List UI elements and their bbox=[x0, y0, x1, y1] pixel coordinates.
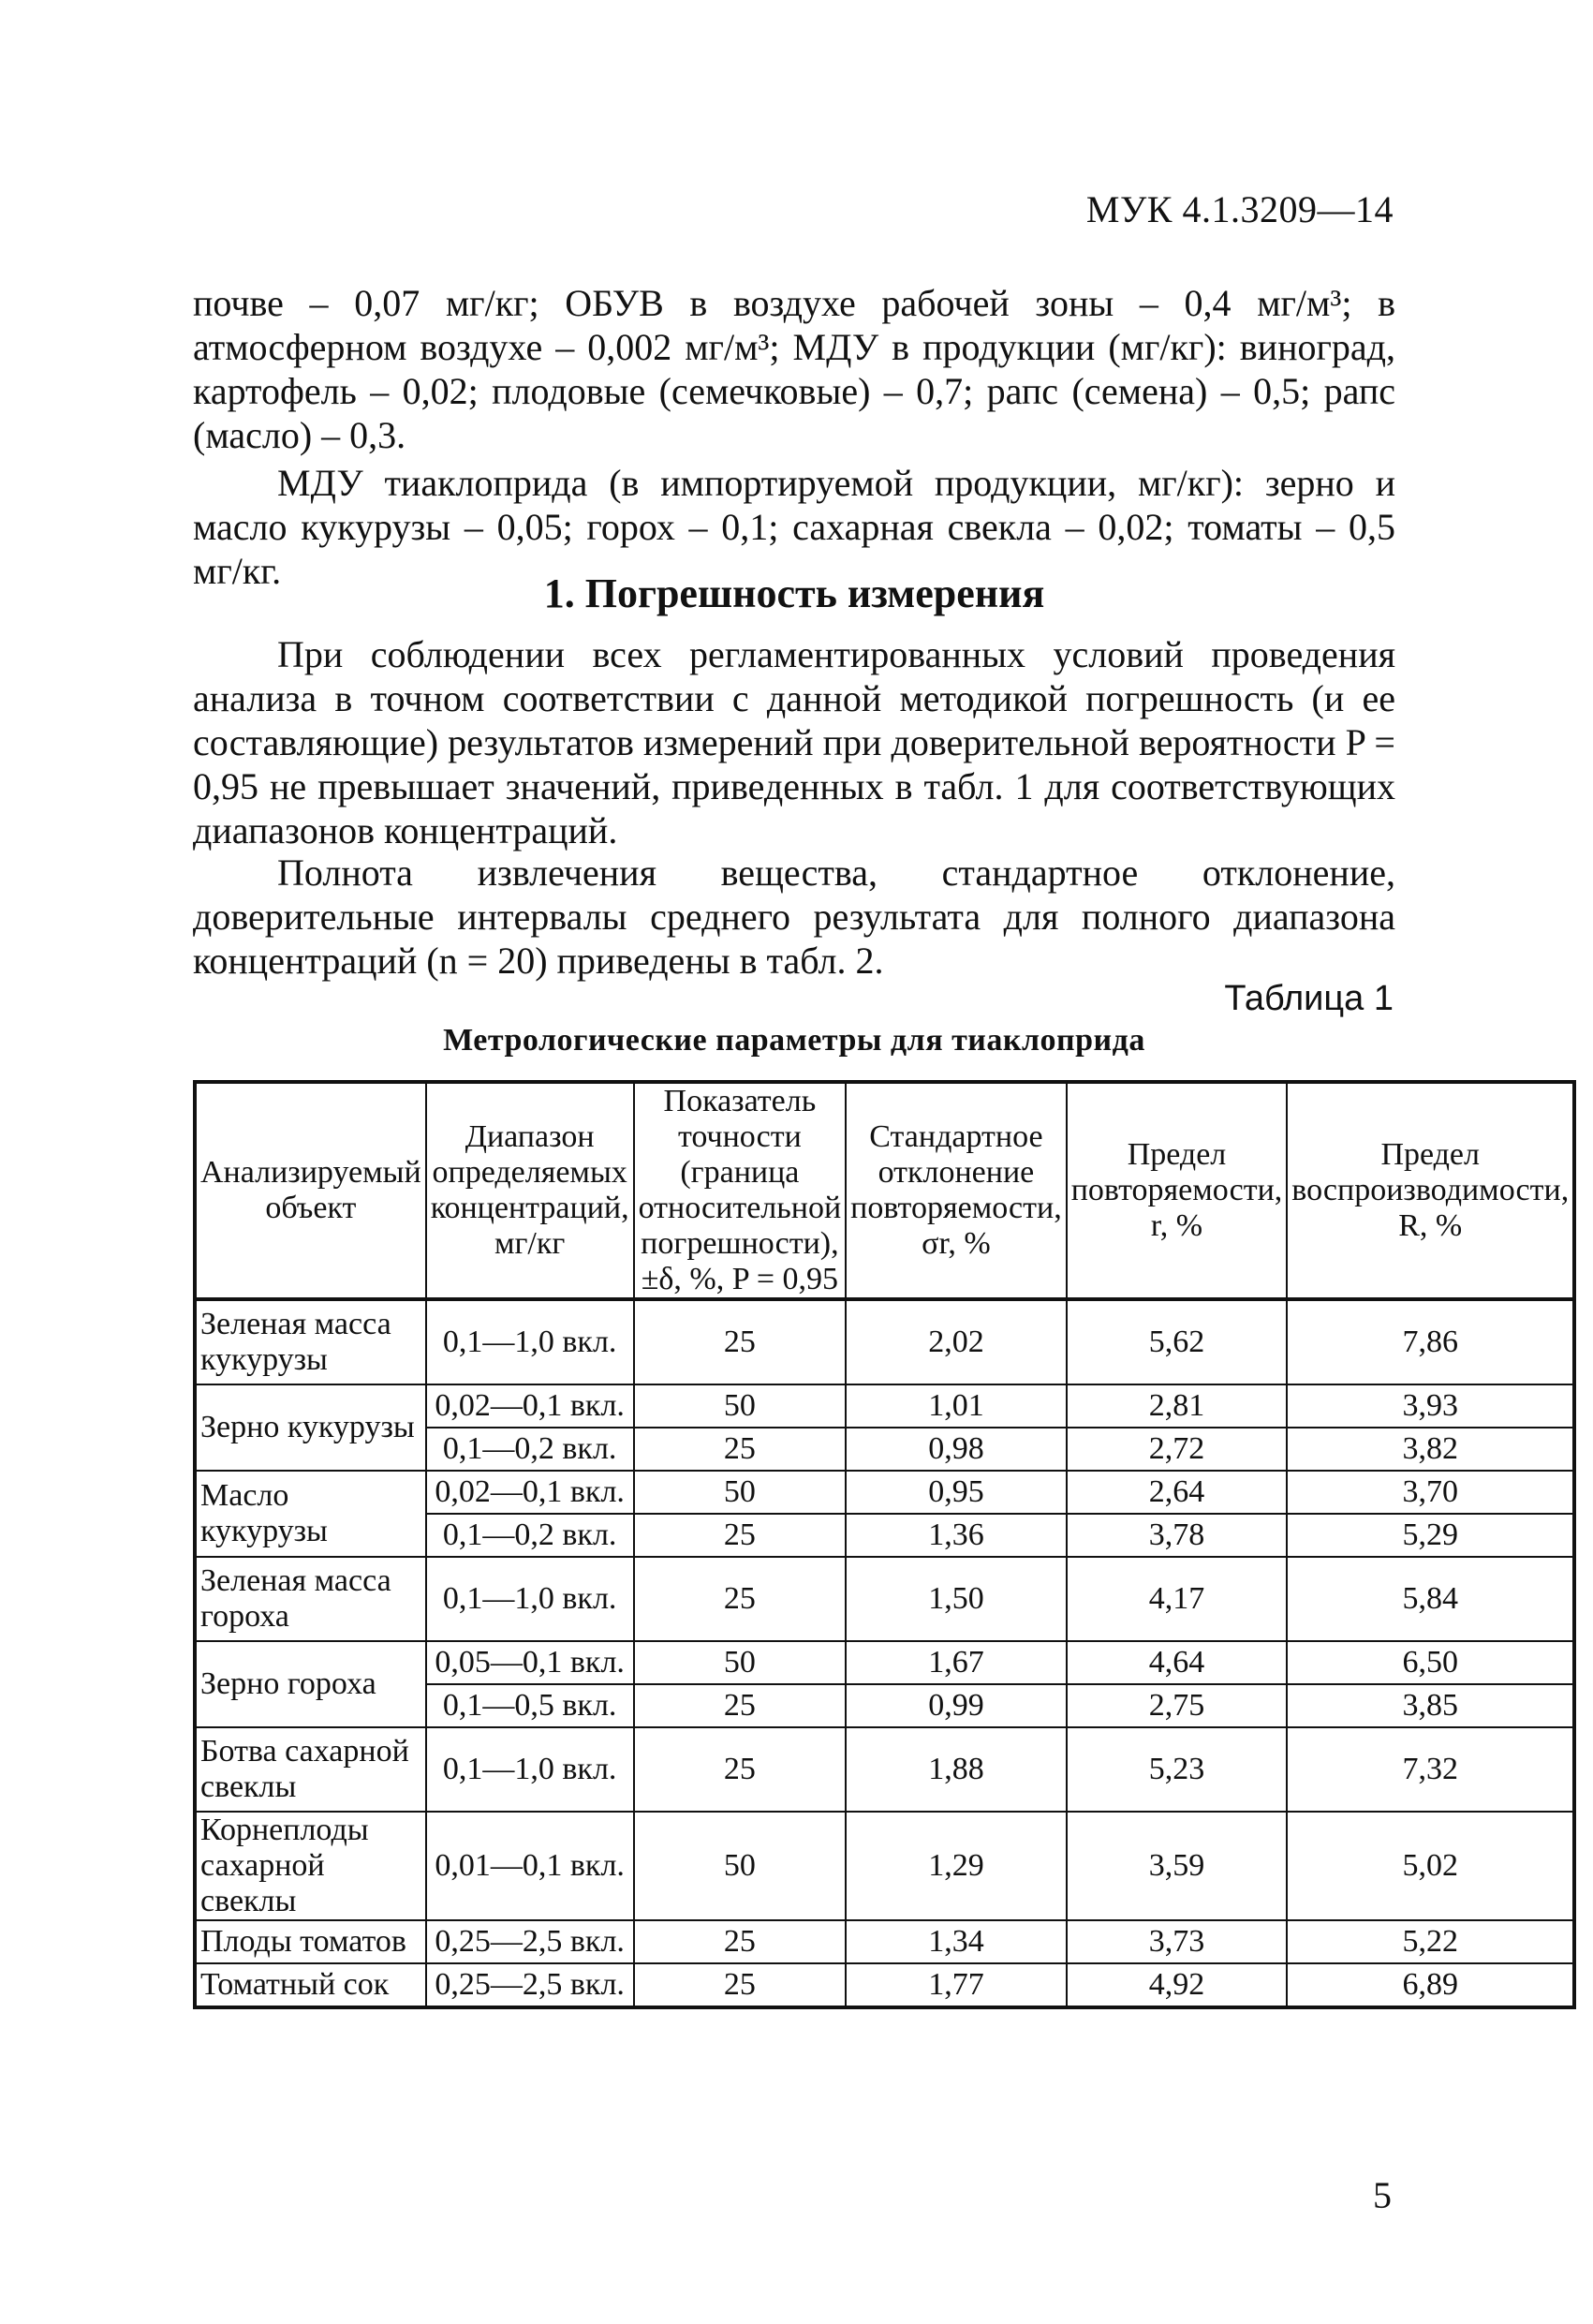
repeatability-cell: 5,23 bbox=[1067, 1727, 1288, 1812]
reproducibility-cell: 7,32 bbox=[1287, 1727, 1574, 1812]
header-accuracy: Показатель точности (граница относительной погрешности), ±δ, %, P = 0,95 bbox=[634, 1082, 847, 1299]
repeatability-cell: 4,92 bbox=[1067, 1963, 1288, 2007]
table-row bbox=[195, 1299, 1574, 1384]
range-cell: 0,01—0,1 вкл. bbox=[426, 1812, 634, 1920]
accuracy-cell: 25 bbox=[634, 1299, 847, 1384]
std-dev-cell: 1,01 bbox=[846, 1384, 1067, 1428]
repeatability-cell: 2,72 bbox=[1067, 1428, 1288, 1471]
accuracy-cell: 50 bbox=[634, 1471, 847, 1514]
range-cell: 0,1—0,2 вкл. bbox=[426, 1514, 634, 1557]
range-cell: 0,25—2,5 вкл. bbox=[426, 1920, 634, 1963]
accuracy-cell: 50 bbox=[634, 1812, 847, 1920]
accuracy-cell: 25 bbox=[634, 1557, 847, 1641]
table-row bbox=[195, 1471, 1574, 1514]
accuracy-cell: 25 bbox=[634, 1727, 847, 1812]
std-dev-cell: 1,29 bbox=[846, 1812, 1067, 1920]
table-row bbox=[195, 1384, 1574, 1428]
range-cell: 0,1—1,0 вкл. bbox=[426, 1727, 634, 1812]
range-cell: 0,1—0,2 вкл. bbox=[426, 1428, 634, 1471]
page-number: 5 bbox=[1373, 2174, 1392, 2216]
paragraph-recovery bbox=[193, 851, 1395, 983]
std-dev-cell: 0,95 bbox=[846, 1471, 1067, 1514]
repeatability-cell: 2,75 bbox=[1067, 1684, 1288, 1727]
reproducibility-cell: 6,50 bbox=[1287, 1641, 1574, 1684]
reproducibility-cell: 3,85 bbox=[1287, 1684, 1574, 1727]
std-dev-cell: 2,02 bbox=[846, 1299, 1067, 1384]
table-title: Метрологические параметры для тиаклоприда bbox=[443, 1023, 1145, 1058]
object-cell: Зеленая масса гороха bbox=[195, 1557, 426, 1641]
table-header-row bbox=[195, 1082, 1574, 1299]
range-cell: 0,02—0,1 вкл. bbox=[426, 1384, 634, 1428]
repeatability-cell: 4,64 bbox=[1067, 1641, 1288, 1684]
std-dev-cell: 0,99 bbox=[846, 1684, 1067, 1727]
accuracy-cell: 25 bbox=[634, 1684, 847, 1727]
std-dev-cell: 1,67 bbox=[846, 1641, 1067, 1684]
std-dev-cell: 1,88 bbox=[846, 1727, 1067, 1812]
repeatability-cell: 4,17 bbox=[1067, 1557, 1288, 1641]
repeatability-cell: 5,62 bbox=[1067, 1299, 1288, 1384]
table-row bbox=[195, 1812, 1574, 1920]
std-dev-cell: 1,50 bbox=[846, 1557, 1067, 1641]
table-row bbox=[195, 1641, 1574, 1684]
section-title: 1. Погрешность измерения bbox=[543, 570, 1045, 616]
accuracy-cell: 25 bbox=[634, 1920, 847, 1963]
reproducibility-cell: 5,22 bbox=[1287, 1920, 1574, 1963]
table-label: Таблица 1 bbox=[1224, 979, 1394, 1018]
table-row bbox=[195, 1727, 1574, 1812]
object-cell: Зерно гороха bbox=[195, 1641, 426, 1727]
reproducibility-cell: 7,86 bbox=[1287, 1299, 1574, 1384]
repeatability-cell: 3,73 bbox=[1067, 1920, 1288, 1963]
header-range: Диапазон определяемых концентраций, мг/кг bbox=[426, 1082, 634, 1299]
header-std-dev: Стандартное отклонение повторяемости, σr, % bbox=[846, 1082, 1067, 1299]
object-cell: Ботва сахарной свеклы bbox=[195, 1727, 426, 1812]
reproducibility-cell: 6,89 bbox=[1287, 1963, 1574, 2007]
accuracy-cell: 25 bbox=[634, 1428, 847, 1471]
header-object: Анализируемый объект bbox=[195, 1082, 426, 1299]
std-dev-cell: 1,36 bbox=[846, 1514, 1067, 1557]
reproducibility-cell: 5,02 bbox=[1287, 1812, 1574, 1920]
repeatability-cell: 3,59 bbox=[1067, 1812, 1288, 1920]
std-dev-cell: 1,77 bbox=[846, 1963, 1067, 2007]
accuracy-cell: 50 bbox=[634, 1641, 847, 1684]
reproducibility-cell: 3,82 bbox=[1287, 1428, 1574, 1471]
paragraph-2: МДУ тиаклоприда (в импортируемой продукции, мг/кг): зерно и масло кукурузы – 0,05; горох – 0,1; сахарная свекла – 0,02; томаты – 0,5 мг/кг. bbox=[193, 462, 1395, 592]
std-dev-cell: 0,98 bbox=[846, 1428, 1067, 1471]
repeatability-cell: 2,81 bbox=[1067, 1384, 1288, 1428]
table-row bbox=[195, 1920, 1574, 1963]
header-reproducibility: Предел воспроизводимости, R, % bbox=[1287, 1082, 1574, 1299]
paragraph-limits bbox=[193, 281, 1395, 457]
reproducibility-cell: 5,29 bbox=[1287, 1514, 1574, 1557]
document-code: МУК 4.1.3209—14 bbox=[1085, 188, 1394, 230]
header-repeatability: Предел повторяемости, r, % bbox=[1067, 1082, 1288, 1299]
repeatability-cell: 2,64 bbox=[1067, 1471, 1288, 1514]
reproducibility-cell: 3,70 bbox=[1287, 1471, 1574, 1514]
repeatability-cell: 3,78 bbox=[1067, 1514, 1288, 1557]
table-row bbox=[195, 1557, 1574, 1641]
range-cell: 0,1—1,0 вкл. bbox=[426, 1299, 634, 1384]
object-cell: Плоды томатов bbox=[195, 1920, 426, 1963]
paragraph-5: Полнота извлечения вещества, стандартное отклонение, доверительные интервалы среднего результата для полного диапазона концентраций (n = 20) приведены в табл. 2. bbox=[193, 851, 1395, 982]
accuracy-cell: 25 bbox=[634, 1963, 847, 2007]
object-cell: Зерно кукурузы bbox=[195, 1384, 426, 1471]
object-cell: Корнеплоды сахарной свеклы bbox=[195, 1812, 426, 1920]
accuracy-cell: 25 bbox=[634, 1514, 847, 1557]
object-cell: Масло кукурузы bbox=[195, 1471, 426, 1557]
paragraph-error-conditions bbox=[193, 632, 1395, 852]
metrology-table bbox=[193, 1080, 1576, 2009]
range-cell: 0,1—1,0 вкл. bbox=[426, 1557, 634, 1641]
paragraph-4: При соблюдении всех регламентированных условий проведения анализа в точном соответствии с данной методикой погрешность (и ее составляющие) результатов измерений при доверительной вероятности P = 0,95 не превышает значений, приведенных в табл. 1 для соответствующих диапазонов концентраций. bbox=[193, 633, 1395, 851]
reproducibility-cell: 5,84 bbox=[1287, 1557, 1574, 1641]
paragraph-1: почве – 0,07 мг/кг; ОБУВ в воздухе рабочей зоны – 0,4 мг/м³; в атмосферном воздухе – 0,002 мг/м³; МДУ в продукции (мг/кг): виноград, картофель – 0,02; плодовые (семечковые) – 0,7; рапс (семена) – 0,5; рапс (масло) – 0,3. bbox=[193, 282, 1395, 456]
std-dev-cell: 1,34 bbox=[846, 1920, 1067, 1963]
range-cell: 0,1—0,5 вкл. bbox=[426, 1684, 634, 1727]
object-cell: Томатный сок bbox=[195, 1963, 426, 2007]
range-cell: 0,25—2,5 вкл. bbox=[426, 1963, 634, 2007]
accuracy-cell: 50 bbox=[634, 1384, 847, 1428]
range-cell: 0,02—0,1 вкл. bbox=[426, 1471, 634, 1514]
reproducibility-cell: 3,93 bbox=[1287, 1384, 1574, 1428]
object-cell: Зеленая масса кукурузы bbox=[195, 1299, 426, 1384]
table-row bbox=[195, 1963, 1574, 2007]
range-cell: 0,05—0,1 вкл. bbox=[426, 1641, 634, 1684]
